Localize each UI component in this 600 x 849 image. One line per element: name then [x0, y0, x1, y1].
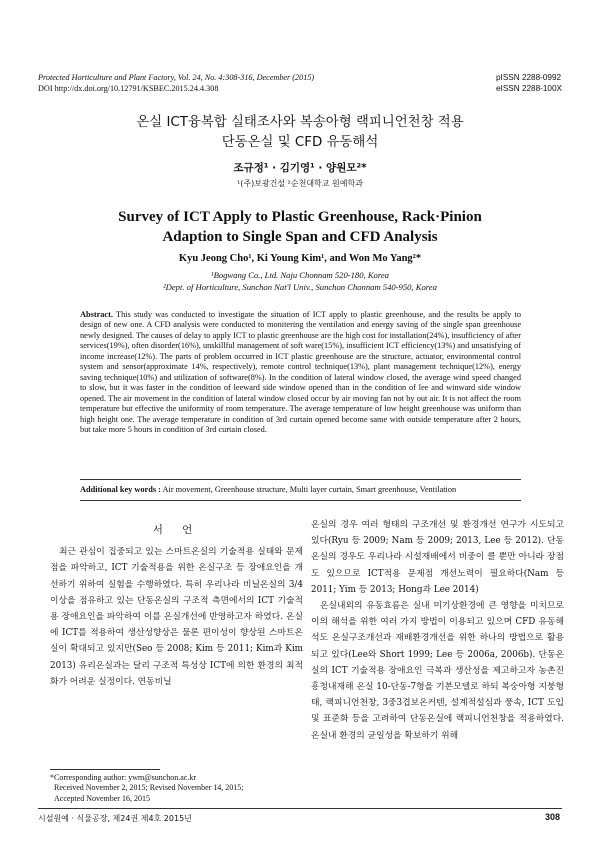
korean-affiliation: ¹(주)보광건설 ²순천대학교 원예학과 — [237, 179, 363, 188]
abstract-label: Abstract. — [80, 310, 113, 319]
eissn: eISSN 2288-100X — [496, 84, 562, 93]
english-title-line-2: Adaption to Single Span and CFD Analysis — [162, 229, 438, 245]
doi-line: DOI http://dx.doi.org/10.12791/KSBEC.2015.24.4.308 — [38, 84, 219, 93]
accepted-date: Accepted November 16, 2015 — [54, 793, 150, 803]
page-number: 308 — [544, 812, 560, 822]
right-column — [311, 517, 564, 744]
keywords-top-rule — [80, 479, 521, 480]
received-date: Received November 2, 2015; Revised November 14, 2015; — [54, 783, 244, 793]
issn-block — [496, 72, 562, 94]
corresponding-author: *Corresponding author: ywm@sunchon.ac.kr — [50, 773, 197, 782]
affiliation-1: ¹Bogwang Co., Ltd. Naju Chonnam 520-180, Korea — [211, 270, 389, 280]
intro-paragraph-1-continued: 온실의 경우 여러 형태의 구조개선 및 환경개선 연구가 시도되고 있다(Ryu 등 2009; Nam 등 2009; 2013, Lee 등 2012). 단동온실의 경우도 우리나라 시설재배에서 비중이 클 뿐만 아니라 장점도 있으므로 ICT적용 문제점 개선노력이 필요하다(Nam 등 2011; Yim 등 2013; Hong과 Lee 2014) — [311, 520, 564, 595]
pissn: pISSN 2288-0992 — [496, 73, 562, 82]
korean-title-line-2: 단동온실 및 CFD 유동해석 — [221, 135, 379, 150]
abstract-text: This study was conducted to investigate the situation of ICT apply to plastic greenhouse, and the results be apply to design of new one. A CFD analysis were conducted to monitering the ventilation and energy saving of the single span greenhouse newly designed. The causes of delay to apply ICT to plastic greenhouse are the high cost for installation(24%), insufficiency of after services(19%), often disorder(16%), unskillful management of soft ware(15%), insufficient ICT efficiency(13%) and unsatisfying of income increase(12%). The parts of problem occurred in ICT plastic greenhouse are the structure, actuator, environmental control system and sensor(approximate 14%, respectively), remote control technique(13%), plant management technique(12%), energy saving technique(10%) and utilization of software(8%). In the condition of lateral window closed, the average wind speed changed to slow, but it was faster in the condition of leeward side window opened than in the condition of lee and winward side window opened. The air movement in the condition of lateral window closed occur by air moving fan not by out air. It is not affect the room temperature but effective the uniformity of room temperature. The average temperature of low height greenhouse was uniform than high height one. The average temperature in condition of 3rd curtain opened become same with outside temperature after 2 hours, but take more 5 hours in condition of 3rd curtain closed. — [80, 310, 521, 434]
korean-title-line-1: 온실 ICT융복합 실태조사와 복송아형 랙피니언천창 적용 — [136, 115, 464, 130]
keywords-text: Air movement, Greenhouse structure, Multi layer curtain, Smart greenhouse, Ventilation — [160, 485, 457, 494]
footnote-rule — [50, 769, 160, 770]
abstract — [80, 310, 521, 435]
korean-authors: 조규정¹ · 김기영¹ · 양원모²* — [233, 162, 367, 174]
affiliation-2: ²Dept. of Horticulture, Sunchon Nat'l Univ., Sunchon Chonnam 540-950, Korea — [163, 281, 437, 292]
keywords-label: Additional key words : — [80, 485, 161, 494]
section-heading: 서 언 — [152, 524, 201, 536]
intro-paragraph-2: 온실내외의 유동효름은 실내 미기상환경에 큰 영향을 미치므로 이의 해석을 위한 여러 가지 방법이 이용되고 있으며 CFD 유동해석도 온실구조개선과 재배환경개선을 위한 하나의 방법으로 활용되고 있다(Lee와 Short 1999; Lee 등 2006a, 2006b). 단동온실의 ICT 기술적용 장애요인 극복과 생산성을 제고하고자 농촌진흥청내재해 온실 10-단동-7형을 기본모델로 하되 복숭아형 지붕형태, 랙피니언천창, 3중3겹보온커텐, 설계적설심과 풍속, ICT 도입 및 표준화 등을 고려하여 단동온실에 랙피니언천창을 적용하였다. 온실내 환경의 균일성을 확보하기 위해 — [311, 601, 564, 741]
footer-rule — [38, 808, 562, 809]
journal-citation: Protected Horticulture and Plant Factory, Vol. 24, No. 4:308-316, December (2015) — [38, 73, 315, 82]
keywords-bottom-rule — [80, 500, 521, 501]
english-affiliation — [40, 270, 560, 293]
intro-paragraph-1: 최근 관심이 집중되고 있는 스마트온실의 기술적용 실태와 문제점을 파악하고, ICT 기술적용을 위한 온실구조 등 장애요인을 개선하기 위하여 실험을 수행하였다. 특히 우리나라 비닐온실의 3/4이상을 점유하고 있는 단동온실의 구조적 측면에서의 ICT 기술적용 장애요인을 파악하여 이를 온실개선에 반영하고자 하였다. 온실에 ICT를 적용하여 생산성향상은 물론 편이성이 향상된 스마트온실이 확대되고 있지만(Seo 등 2008; Kim 등 2011; Kim과 Kim 2013) 유리온실과는 달리 구조적 특성상 ICT에 의한 환경의 최적화가 어려운 실정이다. 연동비닐 — [50, 547, 303, 687]
english-title-line-1: Survey of ICT Apply to Plastic Greenhouse, Rack·Pinion — [118, 209, 482, 225]
korean-title — [40, 113, 560, 153]
keywords — [80, 485, 521, 494]
english-authors: Kyu Jeong Cho¹, Ki Young Kim¹, and Won Mo Yang²* — [178, 253, 422, 264]
footer-journal: 시설원예 · 식물공장, 제24권 제4호 2015년 — [38, 814, 192, 823]
footnote — [50, 773, 244, 804]
english-title — [40, 207, 560, 247]
left-column — [50, 522, 303, 690]
journal-header — [38, 72, 314, 94]
